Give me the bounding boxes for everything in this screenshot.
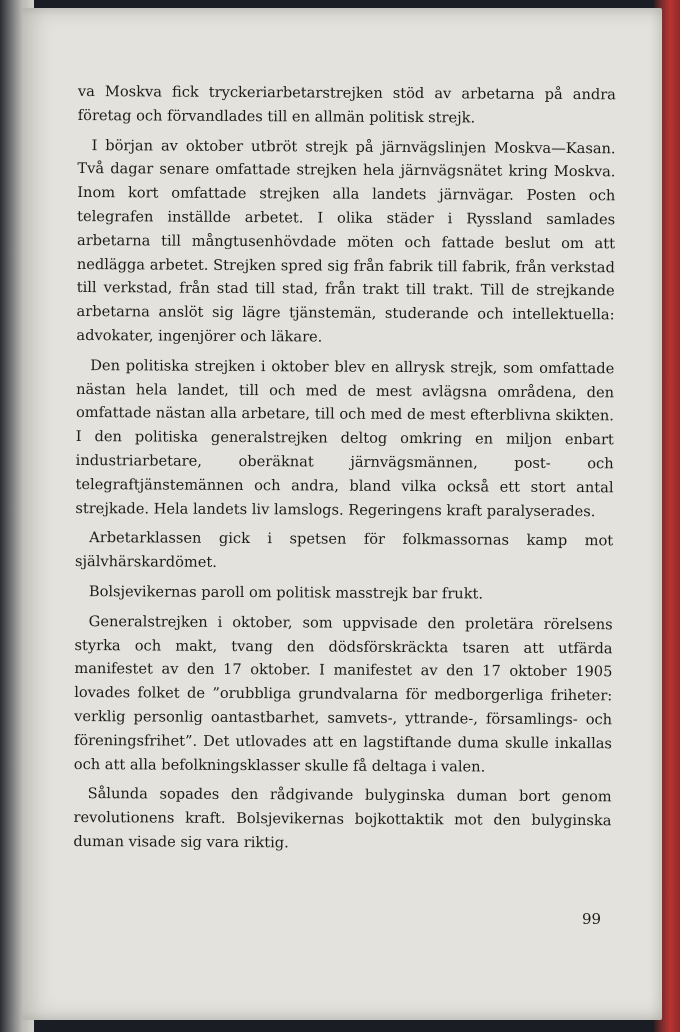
paragraph-4: Arbetarklassen gick i spetsen för folkmassornas kamp mot självhärskardömet. [75,529,614,571]
body-text [73,80,616,863]
paragraph-2: I början av oktober utbröt strejk på järnvägslinjen Moskva—Kasan. Två dagar senare omfattade strejken hela järnvägsnätet kring Moskva. Inom kort omfattade strejken alla landets järnvägar. Posten och telegrafen inställde arbetet. I olika städer i Ryssland samlades arbetarna till mångtusenhövdade möten och fattade beslut om att nedlägga arbetet. Strejken spred sig från fabrik till fabrik, från verkstad till verkstad, från stad till stad, från trakt till trakt. Till de strejkande arbetarna anslöt sig lägre tjänstemän, studerande och intellektuella: advokater, ingenjörer och läkare. [76,136,616,346]
paragraph-7: Sålunda sopades den rådgivande bulyginska duman bort genom revolutionens kraft. Bolsjevikernas bojkottaktik mot den bulyginska duman visade sig vara riktig. [73,785,612,852]
paragraph-3: Den politiska strejken i oktober blev en allrysk strejk, som omfattade nästan hela landet, till och med de mest avlägsna områdena, den omfattade nästan alla arbetare, till och med de mest efterblivna skikten. I den politiska generalstrejken deltog omkring en miljon enbart industriarbetare, oberäknat järnvägsmännen, post- och telegraftjänstemännen och andra, bland vilka också ett stort antal strejkade. Hela landets liv lamslogs. Regeringens kraft paralyserades. [75,356,615,520]
paragraph-5: Bolsjevikernas paroll om politisk masstrejk bar frukt. [88,583,484,603]
page-number: 99 [582,910,602,928]
book-page [22,8,662,1020]
paragraph-1: va Moskva fick tryckeriarbetarstrejken stöd av arbetarna på andra företag och förvandlades till en allmän politisk strejk. [77,82,616,127]
paragraph-6: Generalstrejken i oktober, som uppvisade den proletära rörelsens styrka och makt, tvang den dödsförskräckta tsaren att utfärda manifestet av den 17 oktober. I manifestet av den 17 oktober 1905 lovades folket de ”orubbliga grundvalarna för medborgerliga friheter: verklig personlig oantastbarhet, samvets-, yttrande-, församlings- och föreningsfrihet”. Det utlovades att en lagstiftande duma skulle inkallas och att alla befolkningsklasser skulle få deltaga i valen. [73,612,613,776]
